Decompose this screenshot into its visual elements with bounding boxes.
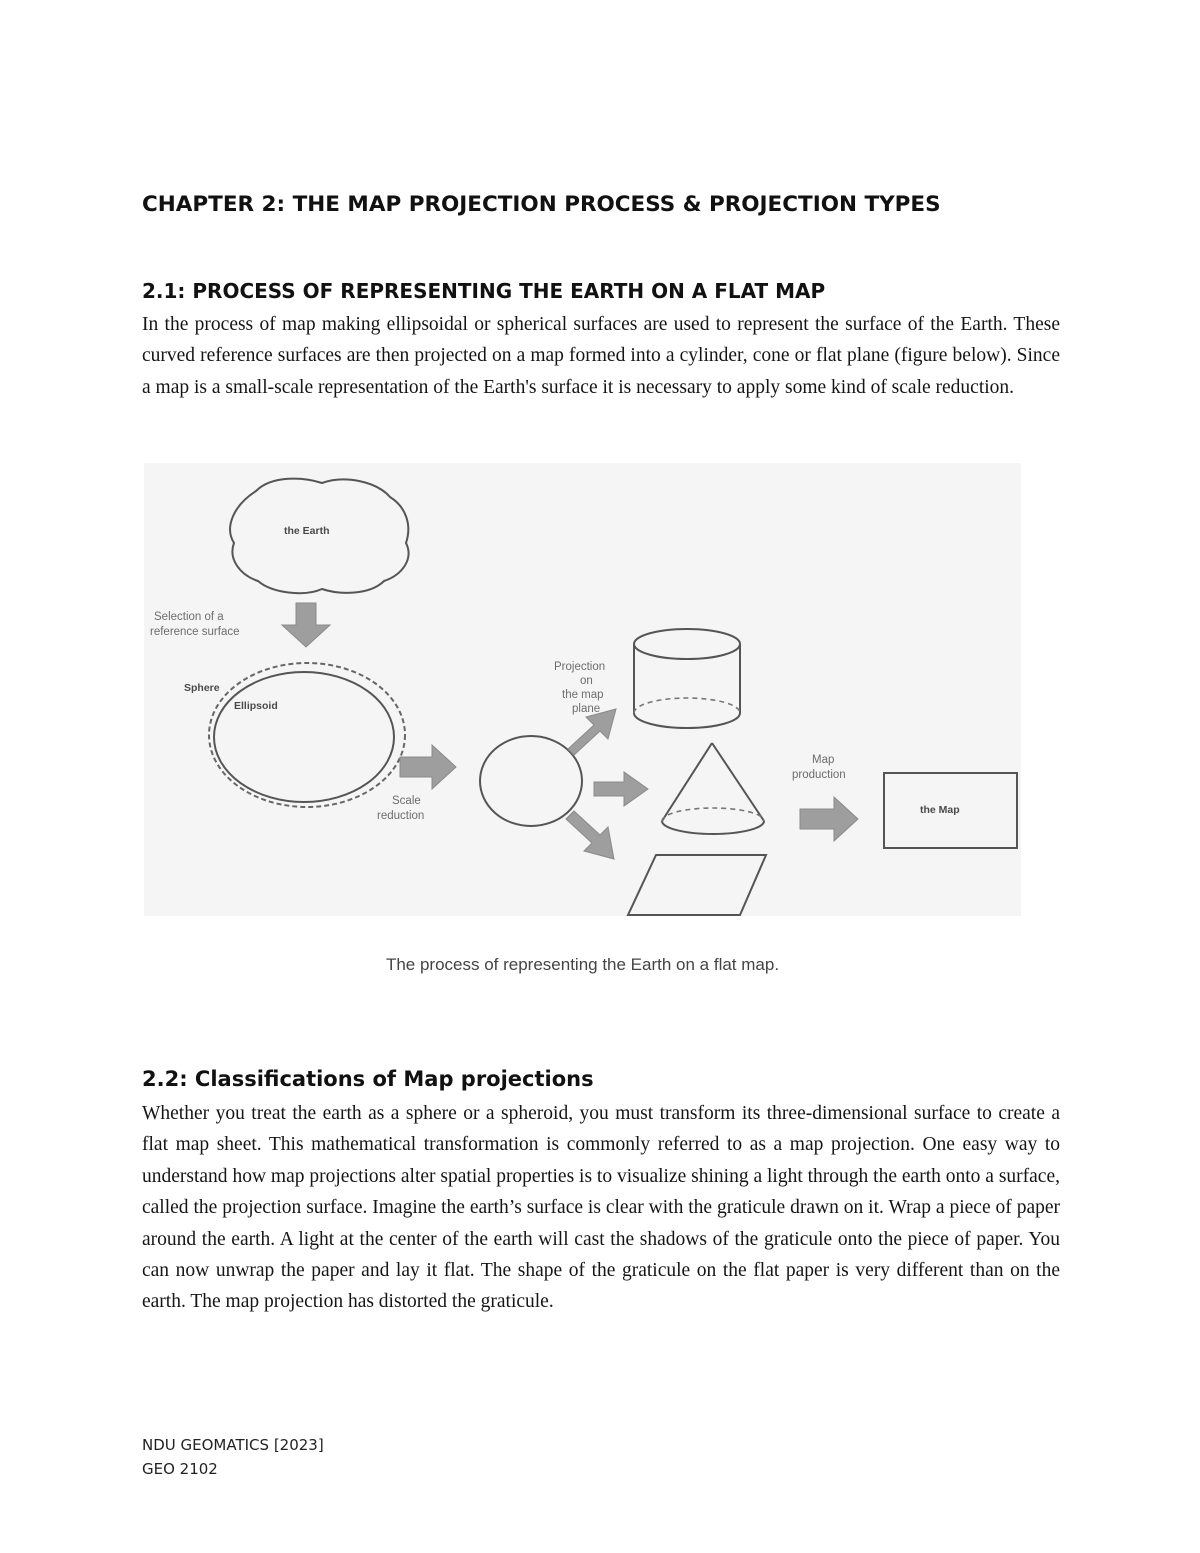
- section-2-1-paragraph: In the process of map making ellipsoidal or spherical surfaces are used to represent the surface of the Earth. These curved reference surfaces are then projected on a map formed into a cylinder, cone or flat plane (figure below). Since a map is a small-scale representation of the Earth's surface it is necessary to apply some kind of scale reduction.: [142, 314, 1060, 398]
- scale-label-line-1: Scale: [392, 795, 421, 807]
- chapter-title: CHAPTER 2: THE MAP PROJECTION PROCESS & PROJECTION TYPES: [142, 192, 941, 217]
- earth-label: the Earth: [284, 525, 330, 537]
- projection-label-line-2: on: [580, 675, 593, 687]
- reduced-globe: [480, 736, 582, 826]
- section-heading-2-1: 2.1: PROCESS OF REPRESENTING THE EARTH ON A FLAT MAP: [142, 279, 826, 303]
- cylinder-shape: [634, 629, 740, 728]
- figure-caption: The process of representing the Earth on a flat map.: [385, 955, 780, 974]
- cone-shape: [662, 743, 764, 834]
- scale-arrow: [400, 745, 456, 789]
- arrow-to-cone: [594, 772, 648, 806]
- sphere-outline: [209, 663, 405, 807]
- projection-process-figure: [144, 463, 1021, 916]
- production-label-line-2: production: [792, 769, 846, 781]
- selection-label-line-2: reference surface: [150, 626, 240, 638]
- map-label: the Map: [920, 804, 960, 816]
- production-label-line-1: Map: [812, 754, 835, 766]
- section-heading-2-2: 2.2: Classifications of Map projections: [142, 1067, 594, 1091]
- arrow-to-plane: [566, 811, 614, 859]
- projection-label-line-3: the map: [562, 689, 604, 701]
- plane-shape: [628, 855, 766, 915]
- ellipsoid-outline: [214, 672, 394, 802]
- footer-course-code: GEO 2102: [142, 1460, 218, 1478]
- selection-label-line-1: Selection of a: [154, 611, 224, 623]
- projection-label-line-1: Projection: [554, 661, 606, 673]
- arrow-to-cylinder: [568, 709, 616, 755]
- down-arrow: [282, 603, 330, 647]
- sphere-label: Sphere: [184, 682, 220, 694]
- ellipsoid-label: Ellipsoid: [234, 700, 278, 712]
- section-2-2-paragraph: Whether you treat the earth as a sphere or a spheroid, you must transform its three-dimensional surface to create a flat map sheet. This mathematical transformation is commonly referred to as a map projection. One easy way to understand how map projections alter spatial properties is to visualize shining a light through the earth onto a surface, called the projection surface. Imagine the earth’s surface is clear with the graticule drawn on it. Wrap a piece of paper around the earth. A light at the center of the earth will cast the shadows of the graticule onto the piece of paper. You can now unwrap the paper and lay it flat. The shape of the graticule on the flat paper is very different than on the earth. The map projection has distorted the graticule.: [142, 1103, 1060, 1313]
- footer-institution: NDU GEOMATICS [2023]: [142, 1436, 324, 1454]
- projection-label-line-4: plane: [572, 703, 601, 715]
- map-production-arrow: [800, 797, 858, 841]
- scale-label-line-2: reduction: [377, 810, 425, 822]
